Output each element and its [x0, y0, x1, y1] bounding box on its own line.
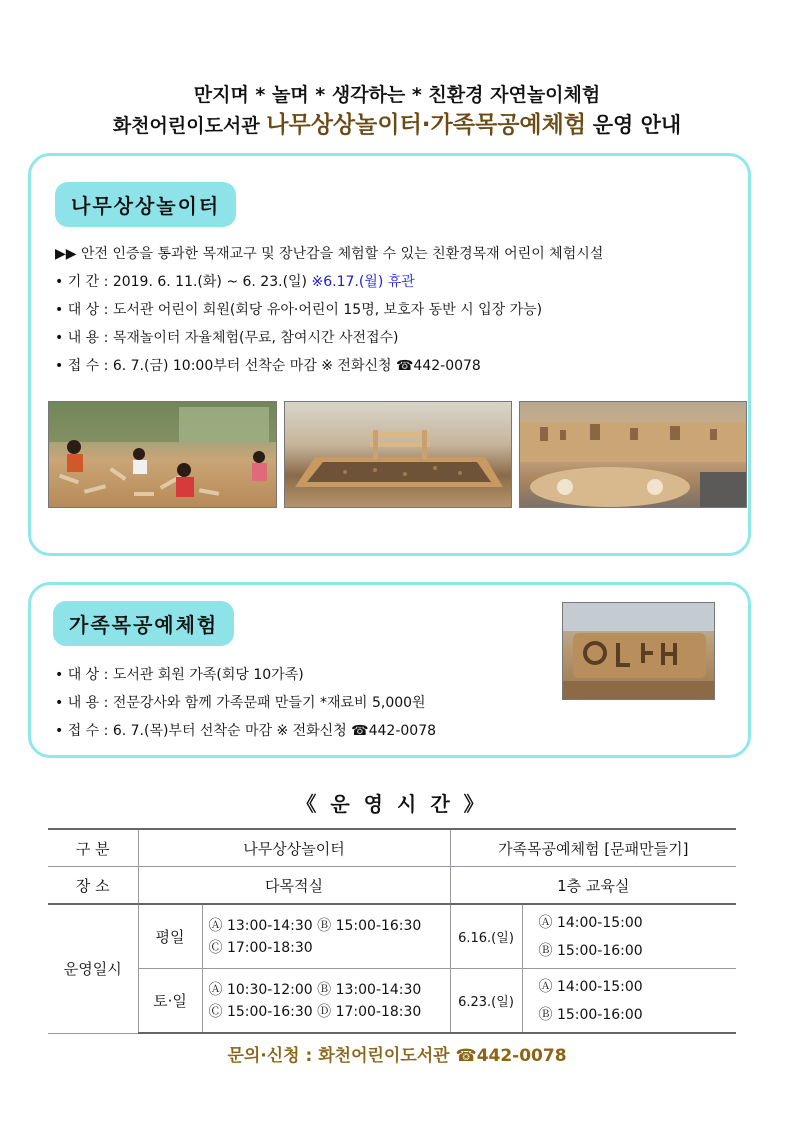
playground-apply: • 접 수 : 6. 7.(금) 10:00부터 선착순 마감 ※ 전화신청 ☎442-0078 [55, 358, 481, 374]
playground-closed-note: ※6.17.(월) 휴관 [311, 274, 415, 290]
contact-footer: 문의·신청 : 화천어린이도서관 ☎442-0078 [227, 1046, 567, 1066]
table-row [48, 904, 736, 969]
header-family: 가족목공예체험 [문패만들기] [450, 829, 736, 867]
weekday-label: 평일 [138, 904, 202, 969]
playground-target: • 대 상 : 도서관 어린이 회원(회당 유아·어린이 15명, 보호자 동반 시 입장 가능) [55, 302, 543, 318]
weekday-slots [202, 904, 450, 969]
row-time-label: 운영일시 [48, 904, 138, 1033]
family-details [55, 661, 436, 745]
playground-period-line [55, 268, 603, 296]
playground-details [55, 240, 603, 380]
playground-intro: ▶▶ 안전 인증을 통과한 목재교구 및 장난감을 체험할 수 있는 친환경목재 어린이 체험시설 [55, 246, 604, 262]
schedule-title: 《운영시간》 [296, 792, 498, 816]
family-apply: • 접 수 : 6. 7.(목)부터 선착순 마감 ※ 전화신청 ☎442-0078 [55, 723, 437, 739]
header-highlight: 나무상상놀이터·가족목공예체험 [266, 112, 587, 138]
wooden-car-photo [519, 401, 747, 508]
weekend-slots-line-1: Ⓐ 10:30-12:00 Ⓑ 13:00-14:30 [208, 981, 422, 998]
family-content: • 내 용 : 전문강사와 함께 가족문패 만들기 *재료비 5,000원 [55, 695, 426, 711]
weekend-slots-line-2: Ⓒ 15:00-16:30 Ⓓ 17:00-18:30 [208, 1003, 422, 1020]
children-playing-photo [48, 401, 277, 508]
row-place-label: 장 소 [48, 867, 138, 905]
family-date-2: 6.23.(일) [450, 969, 522, 1034]
header-playground: 나무상상놀이터 [138, 829, 450, 867]
family-woodcraft-section [28, 582, 751, 758]
playground-content: • 내 용 : 목재놀이터 자율체험(무료, 참여시간 사전접수) [55, 330, 399, 346]
header-line-1: 만지며 * 놀며 * 생각하는 * 친환경 자연놀이체험 [193, 84, 601, 106]
place-family: 1층 교육실 [450, 867, 736, 905]
wooden-sandbox-photo [284, 401, 512, 508]
weekend-slots [202, 969, 450, 1034]
header-line-2 [0, 106, 794, 139]
family-date-1-slots [522, 904, 736, 969]
family-date-1-slot-a: Ⓐ 14:00-15:00 [538, 914, 643, 931]
table-row [48, 969, 736, 1034]
header-suffix: 운영 안내 [592, 113, 682, 137]
header-category: 구 분 [48, 829, 138, 867]
weekday-slots-line-2: Ⓒ 17:00-18:30 [208, 939, 313, 956]
family-badge: 가족목공예체험 [53, 601, 234, 646]
family-target: • 대 상 : 도서관 회원 가족(회당 10가족) [55, 667, 304, 683]
playground-section [28, 153, 751, 556]
family-date-2-slot-b: Ⓑ 15:00-16:00 [538, 1006, 643, 1023]
playground-period: • 기 간 : 2019. 6. 11.(화) ~ 6. 23.(일) [55, 274, 308, 290]
family-date-1: 6.16.(일) [450, 904, 522, 969]
place-playground: 다목적실 [138, 867, 450, 905]
weekend-label: 토·일 [138, 969, 202, 1034]
table-row [48, 867, 736, 905]
playground-badge: 나무상상놀이터 [55, 182, 236, 227]
header-prefix: 화천어린이도서관 [112, 115, 260, 137]
nameplate-photo [562, 602, 715, 700]
family-date-2-slots [522, 969, 736, 1034]
schedule-table [48, 828, 736, 1034]
weekday-slots-line-1: Ⓐ 13:00-14:30 Ⓑ 15:00-16:30 [208, 917, 422, 934]
family-date-2-slot-a: Ⓐ 14:00-15:00 [538, 978, 643, 995]
table-row [48, 829, 736, 867]
family-date-1-slot-b: Ⓑ 15:00-16:00 [538, 942, 643, 959]
